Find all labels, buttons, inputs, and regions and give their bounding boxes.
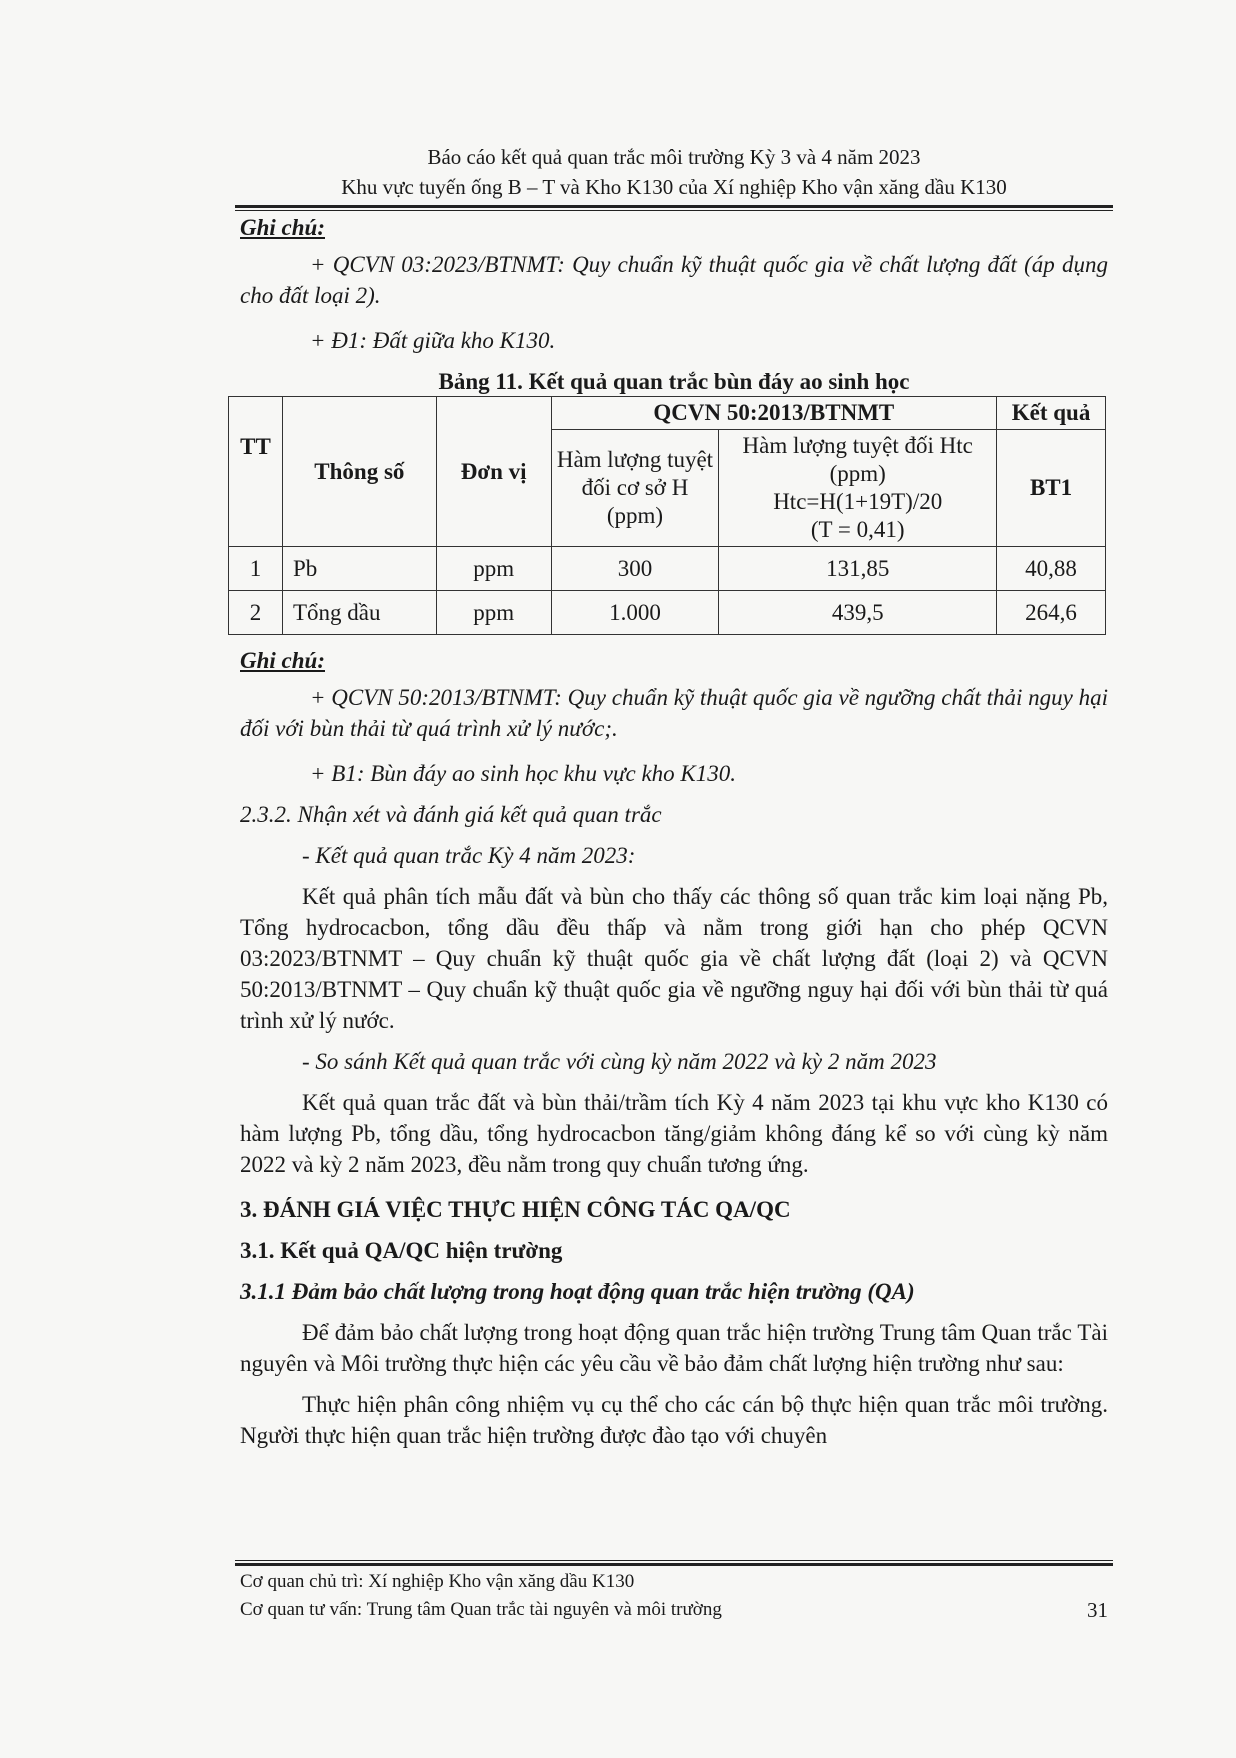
header-abs — [719, 430, 997, 547]
page-number: 31 — [1087, 1598, 1108, 1622]
note-1-item-2: + Đ1: Đất giữa kho K130. — [310, 328, 556, 353]
header-line-1: Báo cáo kết quả quan trắc môi trường Kỳ 3 và 4 năm 2023 — [427, 145, 921, 169]
section-3-1-heading: 3.1. Kết quả QA/QC hiện trường — [240, 1238, 563, 1263]
note-2-title: Ghi chú: — [240, 648, 325, 673]
cell-unit: ppm — [436, 591, 551, 635]
cell-result: 264,6 — [997, 591, 1106, 635]
paragraph-2: Kết quả quan trắc đất và bùn thải/trầm tích Kỳ 4 năm 2023 tại khu vực kho K130 có hàm lượng Pb, tổng dầu, tổng hydrocacbon tăng/giảm không đáng kể so với cùng kỳ năm 2022 và kỳ 2 năm 2023, đều nằm trong quy chuẩn tương ứng. — [240, 1090, 1108, 1177]
cell-result: 40,88 — [997, 547, 1106, 591]
subheading-2: - So sánh Kết quả quan trắc với cùng kỳ năm 2022 và kỳ 2 năm 2023 — [302, 1049, 937, 1074]
note-1-title: Ghi chú: — [240, 215, 325, 240]
footer-line-1: Cơ quan chủ trì: Xí nghiệp Kho vận xăng dầu K130 — [240, 1571, 635, 1592]
table-caption: Bảng 11. Kết quả quan trắc bùn đáy ao sinh học — [438, 369, 910, 394]
results-table — [228, 396, 1106, 635]
header-param: Thông số — [282, 397, 436, 547]
header-sample: BT1 — [997, 430, 1106, 547]
cell-param: Tổng dầu — [282, 591, 436, 635]
header-abs-line-3: Htc=H(1+19T)/20 — [773, 489, 943, 514]
header-abs-line-1: Hàm lượng tuyệt đối Htc — [742, 433, 973, 458]
note-1-item-1: + QCVN 03:2023/BTNMT: Quy chuẩn kỹ thuật quốc gia về chất lượng đất (áp dụng cho đất loại 2). — [240, 252, 1108, 308]
header-result: Kết quả — [997, 397, 1106, 430]
header-tt: TT — [229, 397, 283, 547]
page-content — [240, 212, 1108, 1451]
section-2-3-2: 2.3.2. Nhận xét và đánh giá kết quả quan trắc — [240, 802, 662, 827]
header-rule — [235, 205, 1113, 211]
page-header — [240, 142, 1108, 202]
header-base: Hàm lượng tuyệt đối cơ sở H (ppm) — [551, 430, 719, 547]
subheading-1: - Kết quả quan trắc Kỳ 4 năm 2023: — [302, 843, 636, 868]
header-line-2: Khu vực tuyến ống B – T và Kho K130 của Xí nghiệp Kho vận xăng dầu K130 — [341, 175, 1007, 199]
header-abs-line-2: (ppm) — [829, 461, 886, 486]
cell-base: 300 — [551, 547, 719, 591]
section-3-1-1-heading: 3.1.1 Đảm bảo chất lượng trong hoạt động quan trắc hiện trường (QA) — [240, 1279, 915, 1304]
header-qcvn: QCVN 50:2013/BTNMT — [551, 397, 996, 430]
cell-abs: 439,5 — [719, 591, 997, 635]
paragraph-3: Để đảm bảo chất lượng trong hoạt động quan trắc hiện trường Trung tâm Quan trắc Tài nguyên và Môi trường thực hiện các yêu cầu về bảo đảm chất lượng hiện trường như sau: — [240, 1320, 1108, 1376]
page-footer — [240, 1568, 1108, 1624]
header-unit: Đơn vị — [436, 397, 551, 547]
section-3-heading: 3. ĐÁNH GIÁ VIỆC THỰC HIỆN CÔNG TÁC QA/QC — [240, 1197, 791, 1222]
footer-rule — [235, 1560, 1113, 1566]
note-2-item-2: + B1: Bùn đáy ao sinh học khu vực kho K130. — [310, 761, 737, 786]
cell-tt: 1 — [229, 547, 283, 591]
table-row — [229, 591, 1106, 635]
note-2-item-1: + QCVN 50:2013/BTNMT: Quy chuẩn kỹ thuật quốc gia về ngưỡng chất thải nguy hại đối với bùn thải từ quá trình xử lý nước;. — [240, 685, 1108, 741]
cell-abs: 131,85 — [719, 547, 997, 591]
header-abs-line-4: (T = 0,41) — [810, 517, 905, 542]
paragraph-1: Kết quả phân tích mẫu đất và bùn cho thấy các thông số quan trắc kim loại nặng Pb, Tổng hydrocacbon, tổng dầu đều thấp và nằm trong giới hạn cho phép QCVN 03:2023/BTNMT – Quy chuẩn kỹ thuật quốc gia về chất lượng đất (loại 2) và QCVN 50:2013/BTNMT – Quy chuẩn kỹ thuật quốc gia về ngưỡng nguy hại đối với bùn thải từ quá trình xử lý nước. — [240, 884, 1108, 1033]
table-row — [229, 547, 1106, 591]
paragraph-4: Thực hiện phân công nhiệm vụ cụ thể cho các cán bộ thực hiện quan trắc môi trường. Người thực hiện quan trắc hiện trường được đào tạo với chuyên — [240, 1392, 1108, 1448]
cell-unit: ppm — [436, 547, 551, 591]
cell-base: 1.000 — [551, 591, 719, 635]
cell-tt: 2 — [229, 591, 283, 635]
cell-param: Pb — [282, 547, 436, 591]
footer-line-2: Cơ quan tư vấn: Trung tâm Quan trắc tài nguyên và môi trường — [240, 1599, 722, 1620]
